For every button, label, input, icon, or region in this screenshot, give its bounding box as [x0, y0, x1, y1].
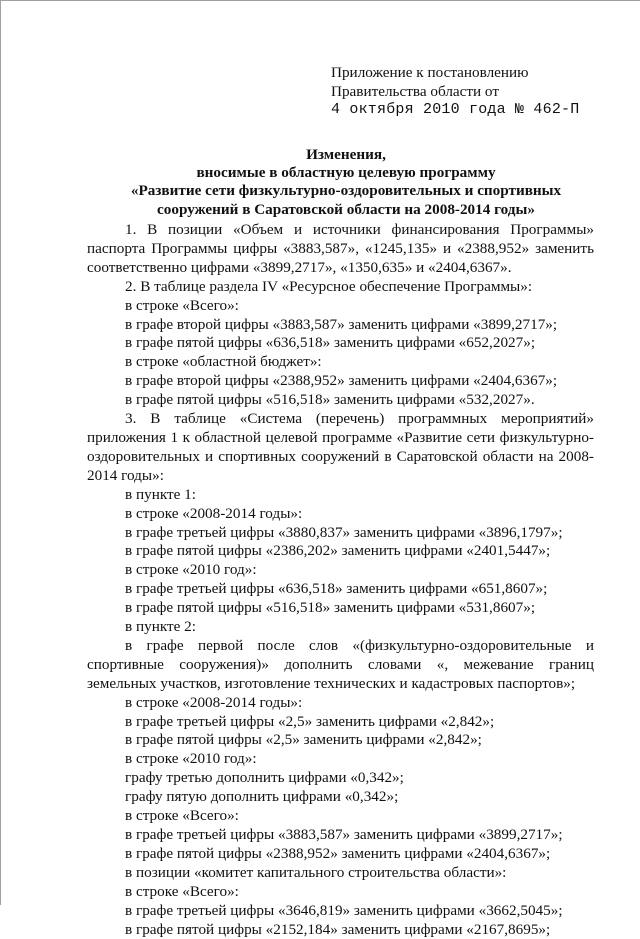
paragraph: в графе пятой цифры «2386,202» заменить цифрами «2401,5447»;	[125, 542, 551, 560]
paragraph: в графе третьей цифры «3646,819» заменить цифрами «3662,5045»;	[125, 901, 563, 919]
paragraph: в графе пятой цифры «2388,952» заменить цифрами «2404,6367»;	[125, 844, 551, 862]
paragraph: в строке «2010 год»:	[125, 561, 257, 579]
paragraph: в пункте 2:	[125, 618, 196, 636]
paragraph: в графе третьей цифры «3883,587» заменить цифрами «3899,2717»;	[125, 826, 563, 843]
paragraph: 3. В таблице «Система (перечень) программных мероприятий» приложения 1 к областной целевой программе «Развитие сети физкультурно-оздоровительных и спортивных сооружений в Саратовской области на 2008-2014 годы»:	[87, 410, 594, 484]
paragraph: в строке «2008-2014 годы»:	[125, 504, 303, 522]
paragraph: в строке «2010 год»:	[125, 750, 257, 768]
document-title	[81, 146, 611, 219]
title-line: «Развитие сети физкультурно-оздоровительных и спортивных	[130, 182, 562, 200]
paragraph: в пункте 1:	[125, 485, 196, 503]
title-line: Изменения,	[306, 146, 386, 163]
title-line: вносимые в областную целевую программу	[196, 164, 496, 182]
paragraph: в графе пятой цифры «2,5» заменить цифрами «2,842»;	[125, 731, 482, 749]
paragraph: в графе второй цифры «3883,587» заменить цифрами «3899,2717»;	[125, 315, 558, 333]
paragraph: в графе второй цифры «2388,952» заменить цифрами «2404,6367»;	[125, 372, 558, 390]
paragraph: в графе пятой цифры «2152,184» заменить цифрами «2167,8695»;	[125, 920, 551, 938]
paragraph: в позиции «комитет капитального строительства области»:	[125, 863, 507, 881]
paragraph: в графе пятой цифры «636,518» заменить цифрами «652,2027»;	[125, 334, 536, 352]
paragraph: в строке «2008-2014 годы»:	[125, 693, 303, 711]
paragraph: в строке «Всего»:	[125, 807, 239, 825]
paragraph: в строке «Всего»:	[125, 882, 239, 900]
paragraph: в графе пятой цифры «516,518» заменить цифрами «532,2027».	[125, 391, 535, 409]
paragraph: в графе третьей цифры «3880,837» заменить цифрами «3896,1797»;	[125, 523, 563, 541]
annex-header	[331, 64, 579, 120]
paragraph: в графе третьей цифры «636,518» заменить цифрами «651,8607»;	[125, 580, 548, 598]
paragraph: 2. В таблице раздела IV «Ресурсное обеспечение Программы»:	[125, 277, 533, 295]
paragraph: графу третью дополнить цифрами «0,342»;	[125, 769, 404, 787]
paragraph: в строке «областной бюджет»:	[125, 353, 322, 371]
title-line: сооружений в Саратовской области на 2008-2014 годы»	[157, 200, 535, 218]
paragraph: в графе пятой цифры «516,518» заменить цифрами «531,8607»;	[125, 599, 536, 617]
paragraph: 1. В позиции «Объем и источники финансирования Программы» паспорта Программы цифры «3883,587», «1245,135» и «2388,952» заменить соответственно цифрами «3899,2717», «1350,635» и «2404,6367».	[87, 221, 594, 276]
paragraph: в графе первой после слов «(физкультурно-оздоровительные и спортивные сооружения)» дополнить словами «, межевание границ земельных участков, изготовление технических и кадастровых паспортов»;	[87, 636, 594, 692]
annex-line: Приложение к постановлению	[331, 64, 529, 81]
annex-line: Правительства области от	[331, 82, 499, 100]
paragraph: в строке «Всего»:	[125, 296, 239, 314]
paragraph: в графе третьей цифры «2,5» заменить цифрами «2,842»;	[125, 712, 495, 730]
annex-date-number: 4 октября 2010 года № 462-П	[331, 101, 580, 118]
document-body	[87, 221, 594, 939]
paragraph: графу пятую дополнить цифрами «0,342»;	[125, 788, 399, 806]
